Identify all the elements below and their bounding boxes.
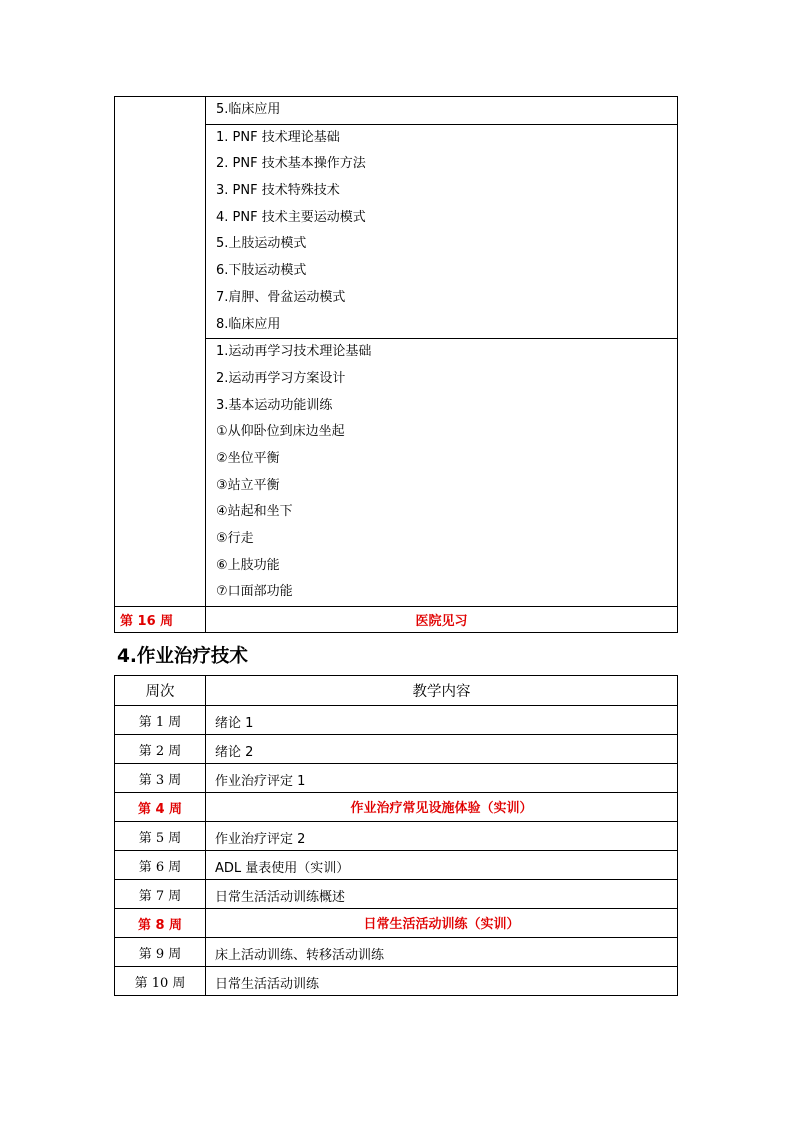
table-row-highlight (115, 793, 678, 822)
table-row (115, 735, 678, 764)
content-block-pnf (206, 124, 678, 339)
content-line: ④站起和坐下 (216, 504, 293, 520)
row-content: 日常生活活动训练（实训） (206, 909, 678, 938)
row-content: 日常生活活动训练 (206, 967, 678, 996)
content-line: ①从仰卧位到床边坐起 (216, 424, 345, 440)
row-content: 绪论 1 (206, 706, 678, 735)
content-line: 6.下肢运动模式 (216, 263, 307, 279)
content-line: 1.运动再学习技术理论基础 (216, 344, 372, 360)
week-16-label: 第 16 周 (115, 607, 206, 633)
content-line: ⑥上肢功能 (216, 557, 280, 573)
table-row (115, 822, 678, 851)
content-line: 2. PNF 技术基本操作方法 (216, 156, 366, 172)
content-line: 1. PNF 技术理论基础 (216, 129, 340, 145)
content-line: 4. PNF 技术主要运动模式 (216, 209, 366, 225)
content-line: ②坐位平衡 (216, 450, 280, 466)
table-row (115, 764, 678, 793)
table-row (115, 938, 678, 967)
table-row-highlight (115, 909, 678, 938)
section-title: 4.作业治疗技术 (117, 646, 248, 667)
row-week: 第 4 周 (115, 793, 206, 822)
week-cell-empty (115, 97, 206, 607)
row-content: 作业治疗评定 2 (206, 822, 678, 851)
content-line: 2.运动再学习方案设计 (216, 370, 346, 386)
table-row (115, 851, 678, 880)
content-line: ③站立平衡 (216, 477, 280, 493)
row-week: 第 9 周 (115, 938, 206, 967)
table-row (115, 880, 678, 909)
content-line: 5.临床应用 (216, 102, 281, 117)
curriculum-table-continued (114, 96, 678, 633)
content-line: 8.临床应用 (216, 316, 281, 332)
content-block-motor-relearning (206, 339, 678, 607)
content-line: ⑦口面部功能 (216, 584, 293, 600)
row-week: 第 3 周 (115, 764, 206, 793)
row-content: 作业治疗评定 1 (206, 764, 678, 793)
row-content: 作业治疗常见设施体验（实训） (206, 793, 678, 822)
row-week: 第 1 周 (115, 706, 206, 735)
content-line: 3.基本运动功能训练 (216, 397, 333, 413)
content-line: 5.上肢运动模式 (216, 236, 307, 252)
row-week: 第 6 周 (115, 851, 206, 880)
row-content: 床上活动训练、转移活动训练 (206, 938, 678, 967)
table-row (115, 706, 678, 735)
row-content: 日常生活活动训练概述 (206, 880, 678, 909)
content-line: 7.肩胛、骨盆运动模式 (216, 289, 346, 305)
content-line: 3. PNF 技术特殊技术 (216, 183, 340, 199)
table-row (115, 967, 678, 996)
header-week: 周次 (115, 676, 206, 706)
row-week: 第 10 周 (115, 967, 206, 996)
row-content: ADL 量表使用（实训） (206, 851, 678, 880)
row-content: 绪论 2 (206, 735, 678, 764)
content-block-1 (206, 97, 678, 125)
row-week: 第 5 周 (115, 822, 206, 851)
header-content: 教学内容 (206, 676, 678, 706)
row-week: 第 7 周 (115, 880, 206, 909)
row-week: 第 8 周 (115, 909, 206, 938)
content-line: ⑤行走 (216, 531, 254, 546)
week-16-content: 医院见习 (206, 607, 678, 633)
table-header-row (115, 676, 678, 706)
ot-schedule-table (114, 675, 678, 996)
row-week: 第 2 周 (115, 735, 206, 764)
